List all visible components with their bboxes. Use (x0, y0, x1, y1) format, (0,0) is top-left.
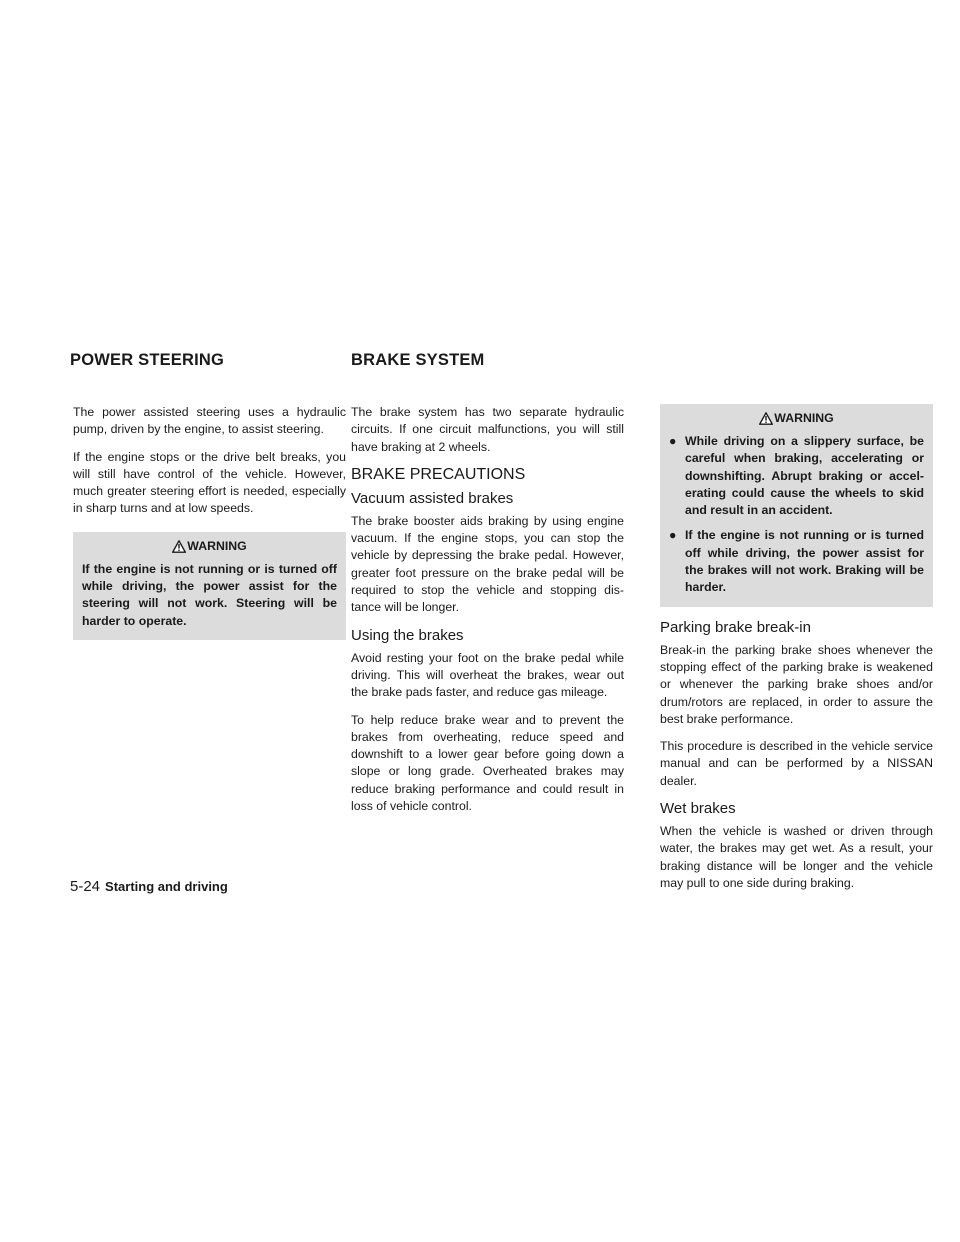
warning-text: If the engine is not running or is turned off while driving, the power assist for the steering will not work. Steering will be harder to operate. (82, 561, 337, 628)
parking-brake-paragraph: This procedure is described in the vehicle service manual and can be performed by a NISSAN dealer. (660, 739, 933, 788)
brake-system-intro: The brake system has two separate hydraulic circuits. If one circuit malfunctions, you will still have braking at 2 wheels. (351, 405, 624, 454)
parking-brake-paragraph: Break-in the parking brake shoes whenever the stopping effect of the parking brake is weakened or whenever the parking brake shoes and/or drum/rotors are replaced, in order to assure the best brake performance. (660, 642, 933, 726)
warning-header (669, 409, 924, 427)
brake-precautions-heading: BRAKE PRECAUTIONS (351, 465, 526, 483)
bullet-icon: ● (669, 434, 677, 448)
warning-header (82, 537, 337, 555)
using-brakes-heading: Using the brakes (351, 626, 464, 644)
power-steering-paragraph: If the engine stops or the drive belt breaks, you will still have control of the vehicle. However, much greater steering effort is needed, especially in sharp turns and at low speeds. (73, 449, 346, 516)
wet-brakes-heading: Wet brakes (660, 800, 736, 818)
page-footer (70, 878, 228, 895)
chapter-title: Starting and driving (105, 879, 228, 894)
vacuum-brakes-paragraph: The brake booster aids braking by using engine vacuum. If the engine stops, you can stop the vehicle by depressing the brake pedal. However, greater foot pressure on the brake pedal will be required to stop the vehicle and stopping dis- tance will be longer. (351, 513, 624, 615)
warning-label: WARNING (774, 411, 834, 425)
warning-list-item (669, 433, 924, 519)
brake-warning-box (660, 404, 933, 607)
warning-triangle-icon (759, 412, 773, 425)
warning-list-item (669, 527, 924, 596)
using-brakes-paragraph: Avoid resting your foot on the brake pedal while driving. This will overheat the brakes, wear out the brake pads faster, and reduce gas mileage. (351, 650, 624, 700)
brake-system-column (351, 404, 624, 825)
warning-label: WARNING (187, 538, 247, 553)
brake-system-title: BRAKE SYSTEM (351, 351, 485, 369)
vacuum-brakes-heading: Vacuum assisted brakes (351, 489, 514, 507)
bullet-icon: ● (669, 528, 677, 543)
warning-item-text: If the engine is not running or is turned off while driving, the power assist for the brakes will not work. Braking will be harder. (685, 528, 924, 595)
power-steering-column (73, 404, 346, 652)
brake-warnings-column (660, 404, 933, 902)
power-steering-title: POWER STEERING (70, 351, 225, 369)
using-brakes-paragraph: To help reduce brake wear and to prevent the brakes from overheating, reduce speed and downshift to a lower gear before going down a slope or long grade. Overheated brakes may reduce braking performance and could result in loss of vehicle control. (351, 712, 624, 814)
wet-brakes-paragraph: When the vehicle is washed or driven through water, the brakes may get wet. As a result, your braking distance will be longer and the vehicle may pull to one side during braking. (660, 824, 933, 890)
warning-list (669, 433, 924, 597)
warning-triangle-icon (172, 540, 186, 553)
parking-brake-heading: Parking brake break-in (660, 618, 811, 636)
power-steering-paragraph: The power assisted steering uses a hydraulic pump, driven by the engine, to assist steering. (73, 405, 346, 437)
warning-item-text: While driving on a slippery surface, be careful when braking, accelerating or downshifting. Abrupt braking or accel- erating could cause the wheels to skid and result in an accident. (685, 434, 924, 518)
steering-warning-box (73, 532, 346, 640)
page-number: 5-24 (70, 878, 101, 895)
